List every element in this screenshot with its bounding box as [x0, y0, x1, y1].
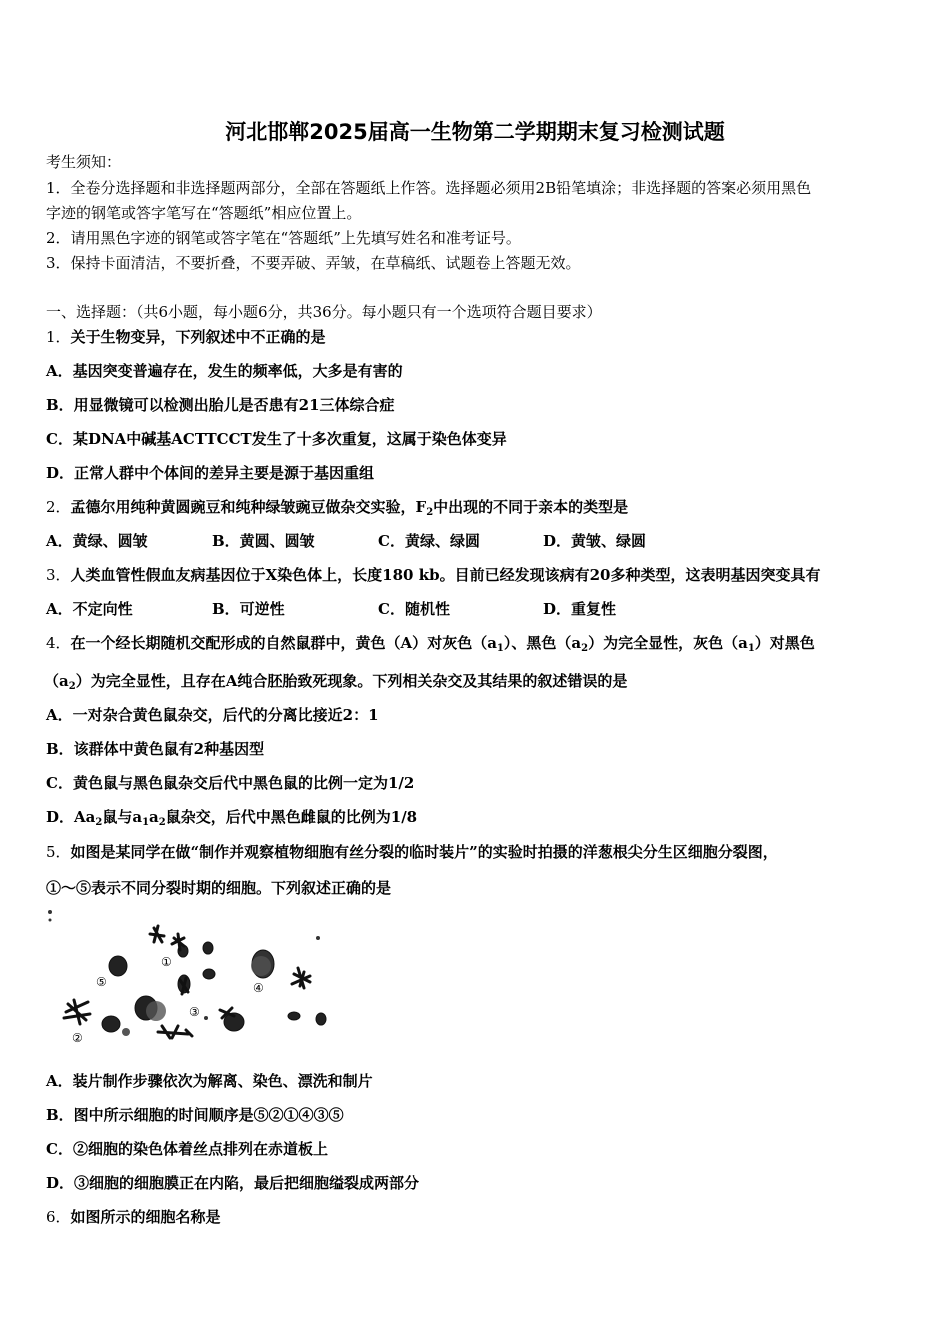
question-3-option-b: B．可逆性	[212, 600, 285, 618]
chromosome-cluster	[150, 926, 164, 942]
chromosome-cluster	[158, 1026, 192, 1038]
question-text: （a	[44, 672, 69, 690]
option-text: D．Aa	[46, 808, 96, 826]
chromosome-cluster	[64, 1000, 90, 1024]
question-number: 1．	[46, 328, 71, 346]
question-5-stem-line-2: ①～⑤表示不同分裂时期的细胞。下列叙述正确的是	[46, 879, 392, 897]
notice-item-2: 2．请用黑色字迹的钢笔或答字笔在“答题纸”上先填写姓名和准考证号。	[46, 229, 521, 247]
onion-root-tip-micrograph	[46, 908, 328, 1048]
question-2-option-a: A．黄绿、圆皱	[46, 532, 148, 550]
figure-label-2: ②	[72, 1031, 83, 1045]
question-2-option-c: C．黄绿、绿圆	[378, 532, 480, 550]
option-text: 鼠杂交，后代中黑色雌鼠的比例为1/8	[165, 808, 418, 826]
question-text: ）为完全显性，且存在A纯合胚胎致死现象。下列相关杂交及其结果的叙述错误的是	[75, 672, 628, 690]
question-3-option-a: A．不定向性	[46, 600, 133, 618]
question-text: 如图所示的细胞名称是	[70, 1208, 221, 1226]
question-1-option-d: D．正常人群中个体间的差异主要是源于基因重组	[46, 464, 375, 482]
question-5-option-b: B．图中所示细胞的时间顺序是⑤②①④③⑤	[46, 1106, 344, 1124]
question-2-stem	[46, 497, 628, 517]
speck	[204, 1016, 208, 1020]
speck	[316, 936, 320, 940]
cell-blob	[288, 1012, 300, 1020]
figure-label-4: ④	[253, 981, 264, 995]
question-3-stem	[46, 565, 820, 585]
cell-blob	[102, 1016, 120, 1032]
cell-blob	[316, 1013, 326, 1025]
question-text: 孟德尔用纯种黄圆豌豆和纯种绿皱豌豆做杂交实验，F	[70, 498, 427, 516]
question-1-stem	[46, 327, 326, 347]
figure-label-5: ⑤	[96, 975, 107, 989]
subscript: 1	[142, 817, 150, 828]
question-text: 如图是某同学在做“制作并观察植物细胞有丝分裂的临时装片”的实验时拍摄的洋葱根尖分生区细胞分裂图，	[70, 843, 778, 861]
cell-blob	[251, 956, 271, 976]
question-5-option-a: A．装片制作步骤依次为解离、染色、漂洗和制片	[46, 1072, 373, 1090]
question-3-option-c: C．随机性	[378, 600, 450, 618]
speck	[49, 919, 52, 922]
question-number: 2．	[46, 498, 71, 516]
notice-item-3: 3．保持卡面清洁，不要折叠，不要弄破、弄皱，在草稿纸、试题卷上答题无效。	[46, 254, 581, 272]
question-4-option-c: C．黄色鼠与黑色鼠杂交后代中黑色鼠的比例一定为1/2	[46, 774, 415, 792]
subscript: 2	[426, 507, 434, 518]
question-number: 5．	[46, 843, 71, 861]
subscript: 2	[95, 817, 103, 828]
section-heading: 一、选择题：（共6小题，每小题6分，共36分。每小题只有一个选项符合题目要求）	[46, 303, 602, 321]
chromosome-cluster	[292, 968, 310, 988]
option-text: 鼠与a	[102, 808, 143, 826]
question-text: ）对黑色	[754, 634, 815, 652]
cell-blob	[203, 942, 213, 954]
page-title: 河北邯郸2025届高一生物第二学期期末复习检测试题	[225, 120, 725, 144]
cell-blob	[122, 1028, 130, 1036]
notice-item-1-line-2: 字迹的钢笔或答字笔写在“答题纸”相应位置上。	[46, 204, 362, 222]
question-3-option-d: D．重复性	[543, 600, 617, 618]
subscript: 1	[747, 643, 755, 654]
question-number: 6．	[46, 1208, 71, 1226]
question-1-option-a: A．基因突变普遍存在，发生的频率低，大多是有害的	[46, 362, 403, 380]
question-4-stem-line-2	[44, 671, 627, 691]
subscript: 2	[581, 643, 589, 654]
option-text: a	[149, 808, 159, 826]
question-1-option-c: C．某DNA中碱基ACTTCCT发生了十多次重复，这属于染色体变异	[46, 430, 507, 448]
figure-label-1: ①	[161, 955, 172, 969]
question-6-stem	[46, 1207, 221, 1227]
question-text: 人类血管性假血友病基因位于X染色体上，长度180 kb。目前已经发现该病有20多种类型，这表明基因突变具有	[70, 566, 821, 584]
question-text: 关于生物变异，下列叙述中不正确的是	[70, 328, 326, 346]
question-4-option-d	[46, 807, 417, 827]
cell-blob	[203, 969, 215, 979]
question-text: 中出现的不同于亲本的类型是	[433, 498, 629, 516]
question-4-option-a: A．一对杂合黄色鼠杂交，后代的分离比接近2：1	[46, 706, 379, 724]
cell-blob	[109, 956, 127, 976]
speck	[48, 910, 52, 914]
question-4-option-b: B．该群体中黄色鼠有2种基因型	[46, 740, 265, 758]
question-5-option-c: C．②细胞的染色体着丝点排列在赤道板上	[46, 1140, 328, 1158]
question-5-option-d: D．③细胞的细胞膜正在内陷，最后把细胞缢裂成两部分	[46, 1174, 420, 1192]
subscript: 2	[68, 681, 76, 692]
figure-label-3: ③	[189, 1005, 200, 1019]
notice-item-1-line-1: 1．全卷分选择题和非选择题两部分，全部在答题纸上作答。选择题必须用2B铅笔填涂；非选择题的答案必须用黑色	[46, 179, 812, 197]
notice-heading: 考生须知：	[46, 153, 122, 171]
question-5-stem-line-1	[46, 842, 778, 862]
question-1-option-b: B．用显微镜可以检测出胎儿是否患有21三体综合症	[46, 396, 395, 414]
question-text: ）为完全显性，灰色（a	[588, 634, 748, 652]
question-2-option-d: D．黄皱、绿圆	[543, 532, 647, 550]
question-4-stem-line-1	[46, 633, 815, 653]
question-2-option-b: B．黄圆、圆皱	[212, 532, 315, 550]
question-number: 4．	[46, 634, 71, 652]
subscript: 1	[496, 643, 504, 654]
question-text: 在一个经长期随机交配形成的自然鼠群中，黄色（A）对灰色（a	[70, 634, 497, 652]
question-text: ）、黑色（a	[503, 634, 582, 652]
question-number: 3．	[46, 566, 71, 584]
cell-blob	[146, 1001, 166, 1021]
subscript: 2	[158, 817, 166, 828]
